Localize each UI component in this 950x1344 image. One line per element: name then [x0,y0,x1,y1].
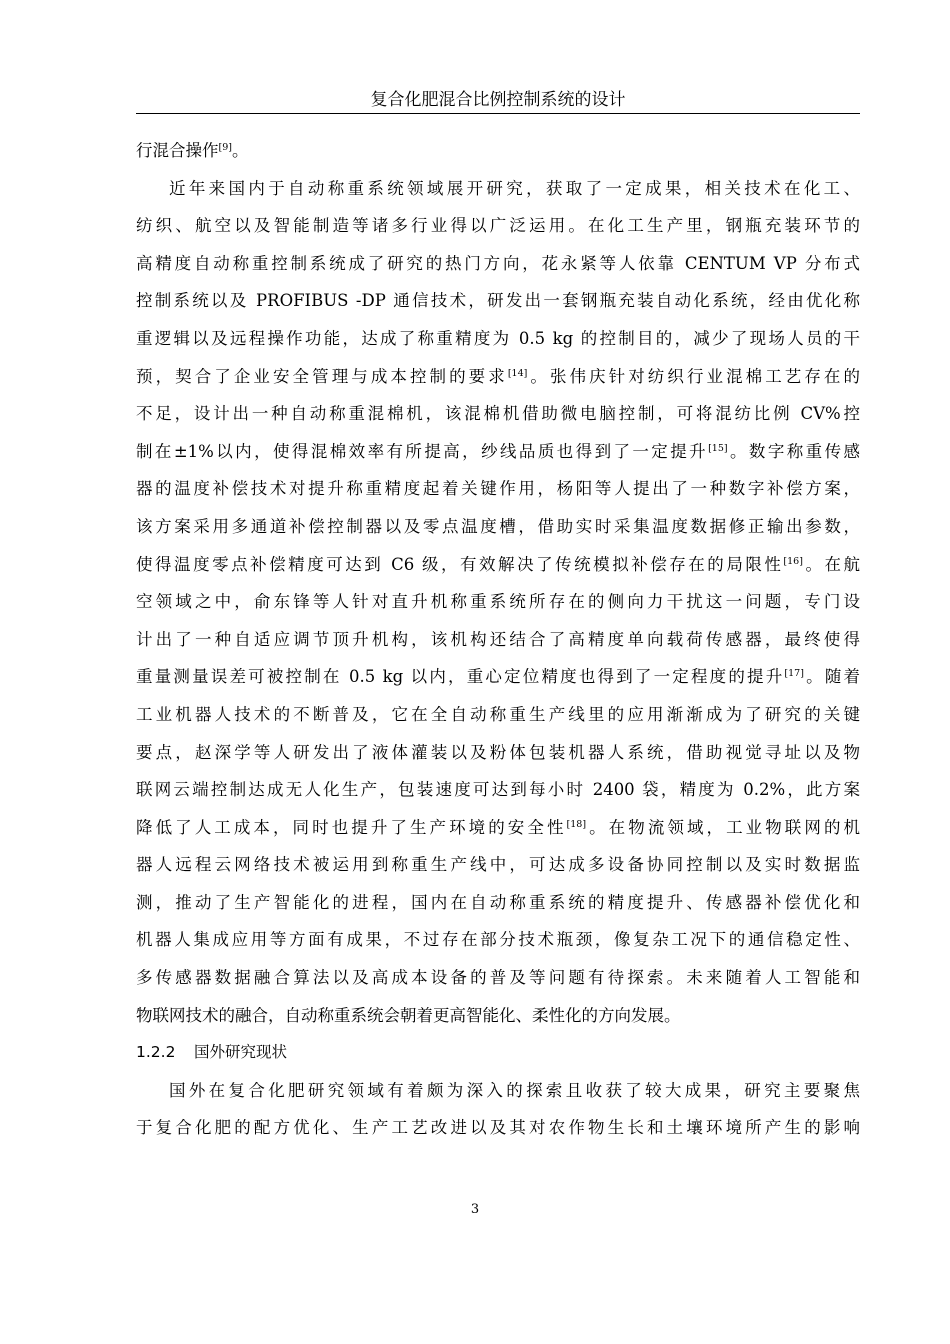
section-title: 国外研究现状 [194,1043,288,1062]
citation-ref: [9] [218,142,232,153]
text-line: 空领域之中，俞东锋等人针对直升机称重系统所存在的侧向力干扰这一问题，专门设 [136,592,860,612]
header-rule [136,113,860,114]
text-line: 于复合化肥的配方优化、生产工艺改进以及其对农作物生长和土壤环境所产生的影响 [136,1118,860,1138]
running-header-title: 复合化肥混合比例控制系统的设计 [370,90,626,110]
text-line: 计出了一种自适应调节顶升机构，该机构还结合了高精度单向载荷传感器，最终使得 [136,629,860,649]
citation-ref: [17] [784,668,804,680]
citation-ref: [14] [507,367,528,379]
text-line: 工业机器人技术的不断普及，它在全自动称重生产线里的应用渐渐成为了研究的关键 [136,704,860,724]
paragraph-start-line: 国外在复合化肥研究领域有着颇为深入的探索且收获了较大成果，研究主要聚焦 [169,1080,860,1100]
text-line: 要点，赵深学等人研发出了液体灌装以及粉体包装机器人系统，借助视觉寻址以及物 [136,742,860,762]
paragraph-start-line: 近年来国内于自动称重系统领域展开研究，获取了一定成果，相关技术在化工、 [169,178,860,198]
text-line: 纺织、航空以及智能制造等诸多行业得以广泛运用。在化工生产里，钢瓶充装环节的 [136,216,860,236]
text-line: 该方案采用多通道补偿控制器以及零点温度槽，借助实时采集温度数据修正输出参数， [136,516,860,536]
text-line: 控制系统以及 PROFIBUS -DP 通信技术，研发出一套钢瓶充装自动化系统，经由优化称 [136,291,860,311]
text-line: 制在±1%以内，使得混棉效率有所提高，纱线品质也得到了一定提升[15]。数字称重传感 [136,441,860,461]
text-line: 物联网技术的融合，自动称重系统会朝着更高智能化、柔性化的方向发展。 [136,1005,681,1025]
text-line: 机器人集成应用等方面有成果，不过存在部分技术瓶颈，像复杂工况下的通信稳定性、 [136,930,860,950]
text-line: 重量测量误差可被控制在 0.5 kg 以内，重心定位精度也得到了一定程度的提升[17]。随着 [136,667,860,687]
text-line: 多传感器数据融合算法以及高成本设备的普及等问题有待探索。未来随着人工智能和 [136,968,860,988]
text-line: 器的温度补偿技术对提升称重精度起着关键作用，杨阳等人提出了一种数字补偿方案， [136,479,860,499]
citation-ref: [16] [783,555,803,567]
citation-ref: [15] [708,442,728,454]
text-line: 重逻辑以及远程操作功能，达成了称重精度为 0.5 kg 的控制目的，减少了现场人员的干 [136,328,860,348]
citation-ref: [18] [566,818,587,830]
body-text [136,132,860,1147]
text-line: 高精度自动称重控制系统成了研究的热门方向，花永紧等人依靠 CENTUM VP 分布式 [136,253,860,273]
section-heading [136,1034,860,1072]
text-line: 测，推动了生产智能化的进程，国内在自动称重系统的精度提升、传感器补偿优化和 [136,892,860,912]
text-line: 不足，设计出一种自动称重混棉机，该混棉机借助微电脑控制，可将混纺比例 CV%控 [136,404,860,424]
text-line: 联网云端控制达成无人化生产，包装速度可达到每小时 2400 袋，精度为 0.2%，此方案 [136,780,860,800]
text-line: 降低了人工成本，同时也提升了生产环境的安全性[18]。在物流领域，工业物联网的机 [136,817,861,837]
page-number: 3 [470,1202,480,1217]
text-line: 器人远程云网络技术被运用到称重生产线中，可达成多设备协同控制以及实时数据监 [136,855,860,875]
text-line: 预，契合了企业安全管理与成本控制的要求[14]。张伟庆针对纺织行业混棉工艺存在的 [136,366,861,386]
section-number: 1.2.2 [136,1043,176,1062]
text-line: 行混合操作[9]。 [136,141,249,160]
text-line: 使得温度零点补偿精度可达到 C6 级，有效解决了传统模拟补偿存在的局限性[16]。在航 [136,554,860,574]
